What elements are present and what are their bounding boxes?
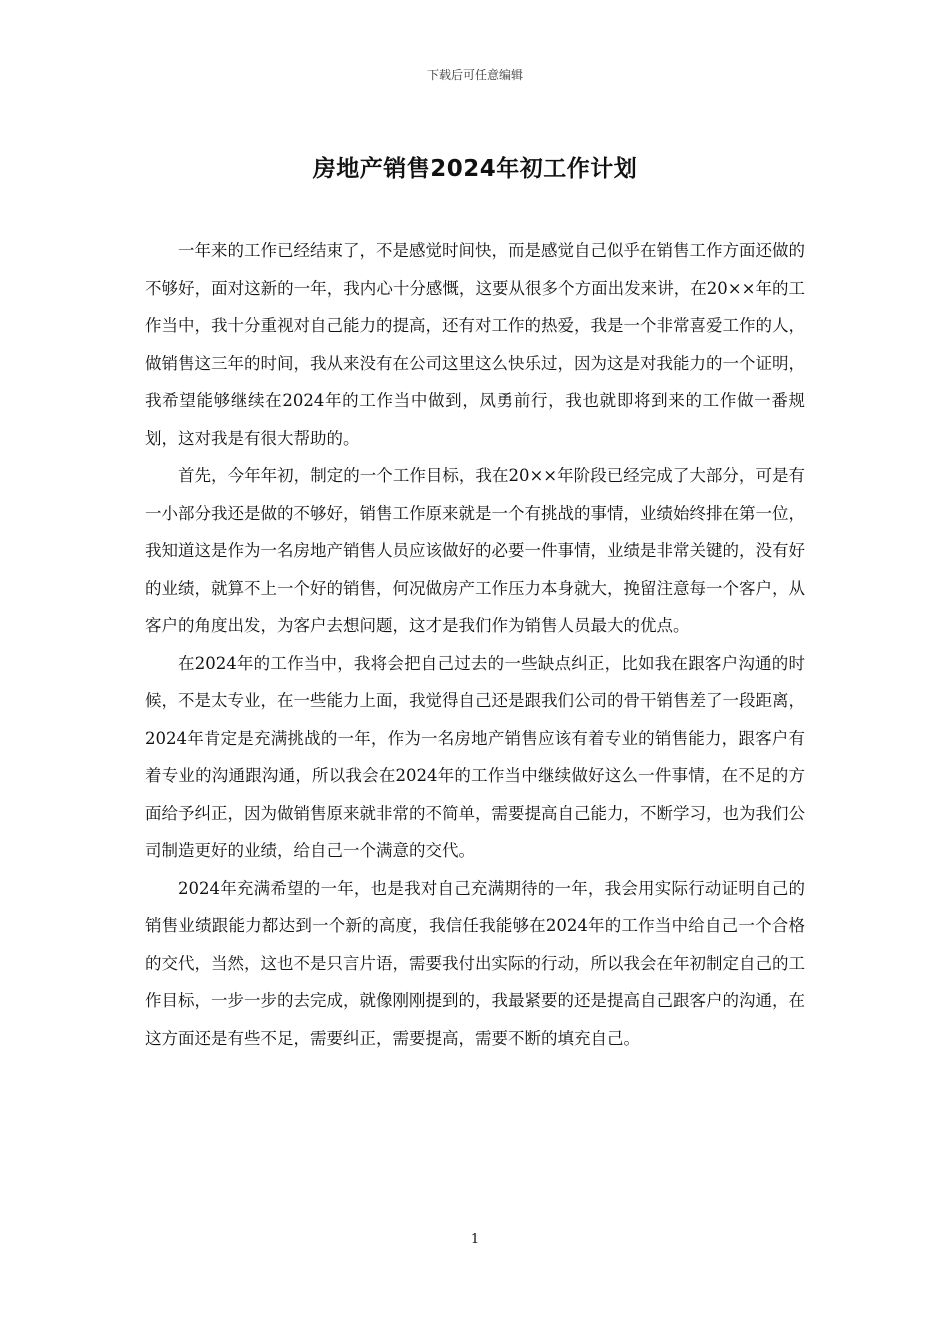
paragraph-3: 在2024年的工作当中，我将会把自己过去的一些缺点纠正，比如我在跟客户沟通的时候，不是太专业，在一些能力上面，我觉得自己还是跟我们公司的骨干销售差了一段距离，2024年肯定是充满挑战的一年，作为一名房地产销售应该有着专业的销售能力，跟客户有着专业的沟通跟沟通，所以我会在2024年的工作当中继续做好这么一件事情，在不足的方面给予纠正，因为做销售原来就非常的不简单，需要提高自己能力，不断学习，也为我们公司制造更好的业绩，给自己一个满意的交代。 (145, 653, 805, 860)
paragraph-4: 2024年充满希望的一年，也是我对自己充满期待的一年，我会用实际行动证明自己的销售业绩跟能力都达到一个新的高度，我信任我能够在2024年的工作当中给自己一个合格的交代，当然，这也不是只言片语，需要我付出实际的行动，所以我会在年初制定自己的工作目标，一步一步的去完成，就像刚刚提到的，我最紧要的还是提高自己跟客户的沟通，在这方面还是有些不足，需要纠正，需要提高，需要不断的填充自己。 (145, 878, 805, 1048)
document-body (145, 232, 805, 1057)
paragraph-1: 一年来的工作已经结束了，不是感觉时间快，而是感觉自己似乎在销售工作方面还做的不够好，面对这新的一年，我内心十分感慨，这要从很多个方面出发来讲，在20××年的工作当中，我十分重视对自己能力的提高，还有对工作的热爱，我是一个非常喜爱工作的人，做销售这三年的时间，我从来没有在公司这里这么快乐过，因为这是对我能力的一个证明，我希望能够继续在2024年的工作当中做到，凤勇前行，我也就即将到来的工作做一番规划，这对我是有很大帮助的。 (145, 241, 805, 448)
document-title: 房地产销售2024年初工作计划 (312, 156, 638, 182)
page-number: 1 (470, 1232, 480, 1247)
page-header-note: 下载后可任意编辑 (426, 68, 523, 82)
paragraph-2: 首先，今年年初，制定的一个工作目标，我在20××年阶段已经完成了大部分，可是有一小部分我还是做的不够好，销售工作原来就是一个有挑战的事情，业绩始终排在第一位，我知道这是作为一名房地产销售人员应该做好的必要一件事情，业绩是非常关键的，没有好的业绩，就算不上一个好的销售，何况做房产工作压力本身就大，挽留注意每一个客户，从客户的角度出发，为客户去想问题，这才是我们作为销售人员最大的优点。 (145, 466, 805, 635)
